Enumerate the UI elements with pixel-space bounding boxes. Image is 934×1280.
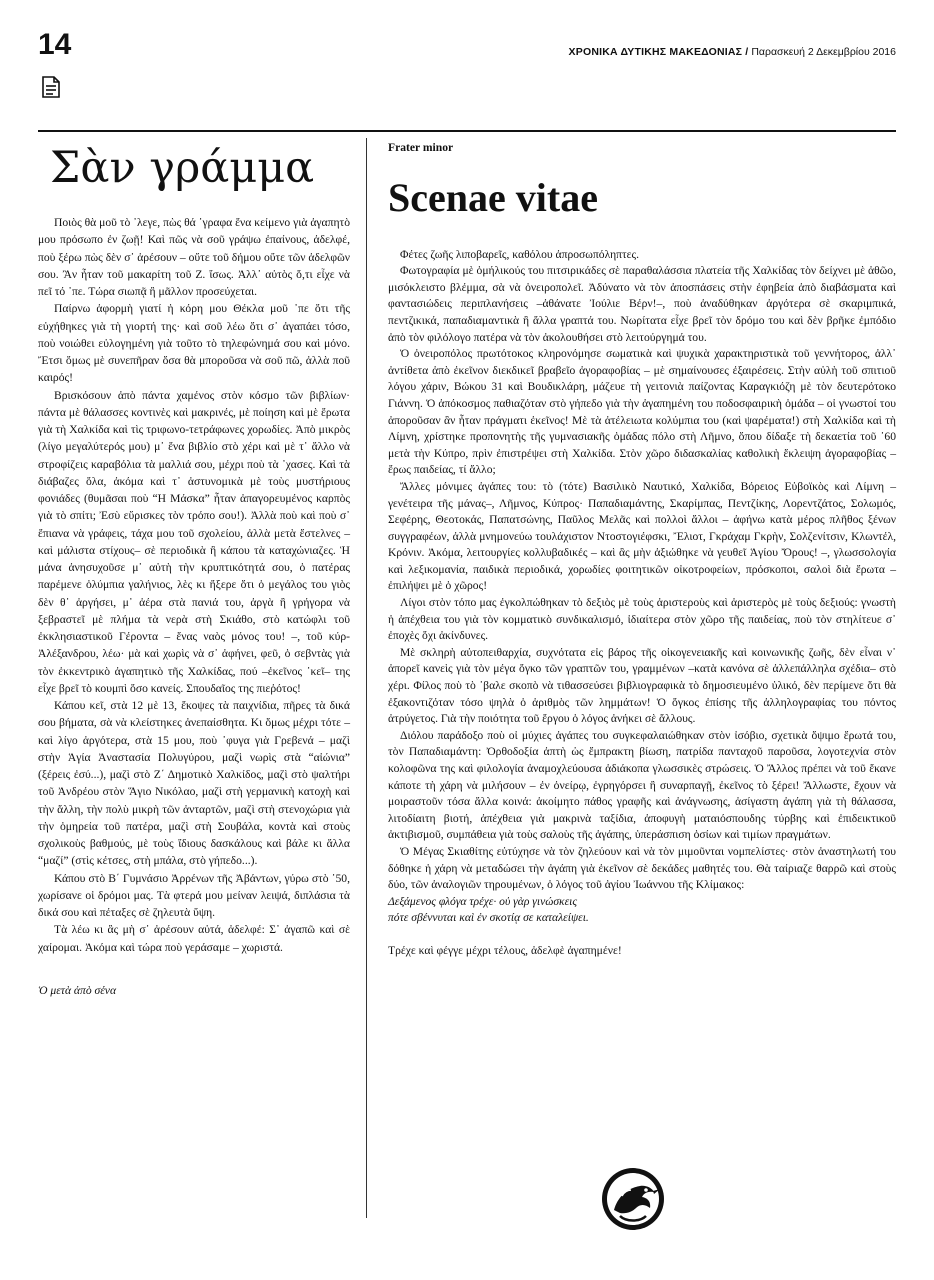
masthead [569,46,896,58]
left-paragraph: Κάπου κεῖ, στὰ 12 μὲ 13, ἔκοψες τὰ παιχνίδια, πῆρες τὰ δικά σου βήματα, σὰ νὰ κλείστηκες ἀνεπαίσθητα. Κι ὅμως μέχρι τότε – καὶ λίγο ἀργότερα, στὰ 15 μου, ποὺ ᾿φυγα γιὰ Γρεβενά – μαζὶ στὴν Ἁγία Ἀναστασία Πολυγύρου, μαζὶ νωρὶς στὰ “αἰώνια” (ξέρεις ἐσύ...), μαζὶ στὸ Ζ΄ Δημοτικὸ Χαλκίδος, μαζὶ στὸ ψαλτήρι τοῦ Ἀνδρέου στὸν Ἅγιο Νικόλαο, μαζὶ στὴ γερμανικὴ κατοχὴ καὶ τὴν ἄλλη, τὴν πολὺ μικρὴ τῶν ἀνταρτῶν, μαζὶ στὴ στενοχώρια γιὰ τὴν ὁμηρεία τοῦ πατέρα, μαζὶ στὴ Σουβάλα, κοντὰ καὶ στοὺς σχολικοὺς βαθμούς, μὲ τοὺς ἴδιους δασκάλους καὶ βάλε κι ἄλλα “μαζί” (στὶς κέτσες, στὴ μπάλα, στὸ γήπεδο...). [38,699,350,868]
closing-line: Τρέχε καὶ φέγγε μέχρι τέλους, ἀδελφὲ ἀγαπημένε! [388,943,622,957]
header-rule [38,130,896,132]
right-paragraph: Φωτογραφία μὲ ὁμήλικούς του πιτσιρικάδες σὲ παραθαλάσσια πλατεία τῆς Χαλκίδας τὸν δείχνει μὲ ἀθῶο, μισόκλειστο βλέμμα, σὰ νὰ ὀνειροπολεῖ. Ἀδύνατο νὰ τὸν ἀποσπάσεις στὴν ἐφηβεία ἀπὸ διαβάσματα καὶ φαντασιώδεις περιπλανήσεις –ἀθάνατε Ἰούλιε Βέρν!–, ποὺ ἀναδύθηκαν ἀργότερα σὲ σκαριμπικά, πεντζικικά, παπαδιαμαντικὰ ἢ ἄλλα γραπτά του. Νωρίτατα εἶχε βρεῖ τὸν δρόμο του καὶ δὲν βρῆκε ἐμπόδιο ἀπὸ τὸν φιλόλογο πατέρα νὰ τὸν ἀκολουθήσει στὸ λειτούργημά του. [388,264,896,344]
left-paragraph: Παίρνω ἀφορμὴ γιατί ἡ κόρη μου Θέκλα μοῦ ᾿πε ὅτι τῆς εὐχήθηκες γιὰ τὴ γιορτή της· καὶ σοῦ λέω ὅτι σ᾿ ἀγαπάει τόσο, ποὺ νοιώθει εὐλογημένη γιὰ τοῦτο τὸ τηλεφώνημά σου καὶ μόνο. Ἔτσι ὅμως μὲ συνεπῆραν ὅσα θὰ μποροῦσα νὰ σοῦ πῶ, ἀλλὰ ποῦ καιρός! [38,302,350,385]
left-signature: Ὁ μετὰ ἀπὸ σένα [38,983,117,997]
left-paragraph: Τὰ λέω κι ἂς μὴ σ᾿ ἀρέσουν αὐτά, ἀδελφέ: Σ᾿ ἀγαπῶ καὶ σὲ χαίρομαι. Ἀκόμα καὶ τώρα ποὺ γεράσαμε – χωριστά. [38,923,350,954]
left-paragraph: Κάπου στὸ Β΄ Γυμνάσιο Ἀρρένων τῆς Ἀβάντων, γύρω στὸ ᾿50, χωρίσανε οἱ δρόμοι μας. Τὰ φτερά μου μείναν λειψά, διπλάσια τὰ δικά σου καὶ πέταξες σὲ ζηλευτὰ ὕψη. [38,871,350,919]
right-paragraph: Φέτες ζωῆς λιποβαρεῖς, καθόλου ἀπροσωπόληπτες. [400,247,640,261]
article-kicker: Frater minor [388,141,454,154]
document-icon [40,76,62,98]
page-number: 14 [38,28,72,61]
bird-ornament-icon [600,1166,666,1232]
left-paragraph: Βρισκόσουν ἀπὸ πάντα χαμένος στὸν κόσμο τῶν βιβλίων· πάντα μὲ θάλασσες κοντινὲς καὶ μακρινές, μὲ ποίηση καὶ μὲ ἔρωτα γιὰ τὴ Χαλκίδα καὶ τὶς τριφωνο-τετράφωνες χορωδίες. Ἀπὸ μικρὸς (λίγο μεγαλύτερός μου) μ᾿ ἕνα βιβλίο στὸ χέρι καὶ μὲ τ᾿ ἄλλο νὰ στροφίζεις καραβόλια τὰ μαλλιά σου, μέχρι ποὺ τὰ ᾿χασες. Καὶ τὰ διάβαζες ὅλα, ἀκόμα καὶ τ᾿ ἀστυνομικὰ μὲ τοὺς μυστήριους φονιάδες (θυμᾶσαι ποὺ “Η Μάσκα” ἦταν ἀπαγορευμένος καρπὸς γιὰ τὸ σπίτι; Ἐσὺ εὕρισκες τὸν τρόπο σου!). Ἀλλὰ ποὺ καὶ ποὺ σ᾿ ἔπιανα νὰ γράφεις, τάχα μου τοῦ σχολείου, ἀλλὰ μετὰ ἔστελνες –καὶ μάλιστα στίχους– σὲ περιοδικὰ ἢ κάπου τὰ καταχώνιαζες. Ἡ μάνα ἀνησυχοῦσε μ᾿ αὐτὴ τὴν κρυπτικότητά σου, ὁ πατέρας παρέμενε ὀλύμπια γαλήνιος, λὲς κι ἤξερε ὅτι ὁ μεγάλος του γιὸς δὲν θ᾿ ἀργήσει, μ᾿ ἀέρα στὰ πανιά του, ἀργὰ ἢ γρήγορα νὰ ξεβραστεῖ μὲ πλήμα τὰ νερὰ στὴ Σκιάθο, στὸ κατώφλι τοῦ ἐκκλησιαστικοῦ Γέροντα – ἕνας ναὸς μόνος του! –, τοῦ κύρ-Ἀλέξανδρου, λέω· μὰ καὶ χωρὶς νὰ σ᾿ ἀφήνει, φεῦ, ὁ σεβντὰς γιὰ τὸν ἐκκεντρικὸ ἀγαπητικὸ τῆς Χαλκίδας, πού –ἐκεῖνος ᾿κεῖ– της εἶχε βρεῖ τὸ κουμπὶ ὅσο κανείς. Σπουδαῖος της πιεῤότος! [38,388,350,695]
issue-date: Παρασκευή 2 Δεκεμβρίου 2016 [751,46,896,58]
right-paragraph: Ὁ Μέγας Σκιαθίτης εὐτύχησε νὰ τὸν ζηλεύουν καὶ νὰ τὸν μιμοῦνται νομπελίστες· στὸν ἀναστηλωτή του δόθηκε ἡ χάρη νὰ μεταδώσει τὴν ἀγάπη γιὰ ἐκεῖνον σὲ δεκάδες μαθητές του. Θὰ ταίριαζε θαρρῶ καὶ στοὺς δύο, τῶν ἀναλογιῶν τηρουμένων, ὁ λόγος τοῦ ἁγίου Ἰωάννου τῆς Κλίμακος: [388,844,896,892]
left-article [38,138,350,999]
left-paragraph: Ποιὸς θὰ μοῦ τὸ ᾿λεγε, πὼς θά ᾿γραφα ἕνα κείμενο γιὰ ἀγαπητὸ μου πρόσωπο ἐν ζωῇ! Καὶ πῶς νὰ σοῦ γράψω ἐπαίνους, ἀδελφέ, ποὺ ξέρω πὼς δὲν σ᾿ ἀρέσουν – οὔτε τοῦ δήμου οὔτε τῶν ἀδελφῶν σου. Ἂν ἦταν τοῦ μακαρίτη τοῦ Ζ. ἴσως. Ἀλλ᾿ αὐτὸς ὅ,τι εἶχε νὰ πεῖ τό ᾿πε. Τώρα σιωπᾷ ἢ μᾶλλον προσεύχεται. [38,216,350,298]
column-divider [366,138,367,1218]
right-paragraph: Ὁ ὀνειροπόλος πρωτότοκος κληρονόμησε σωματικὰ καὶ ψυχικὰ χαρακτηριστικὰ τοῦ γεννήτορος, ἀλλ᾿ ἀντίθετα ἀπὸ ἐκεῖνον διεκδικεῖ βραβεῖο ἀγοραφοβίας – μὲ σημαίνουσες ἐξαιρέσεις. Στὴν αὐλὴ τοῦ σπιτιοῦ λόγου χάριν, Βώκου 31 καὶ Βουδικλάρη, μάζευε τὴ γειτονιὰ παίζοντας Καραγκιόζη μὲ τὸν δευτερότοκο Γιάννη. Ὁ ἀπόκοσμος παθιαζόταν στὸ γήπεδο γιὰ τὴν ἀγαπημένη του ποδοσφαιρικὴ ὁμάδα – οἱ γνωστοί του ἀποροῦσαν ἂν ἦταν πράγματι ἐκεῖνος! Μὲ τὰ ἀτέλειωτα κολύμπια του (καὶ ψαρέματα!) στὴ Χαλκίδα καὶ τὴ Λίμνη, χρίστηκε προπονητὴς τῆς γυμνασιακῆς ὁμάδας πόλο στὴ Λῆμνο, ὅπου δίδαξε τὴ δεκαετία τοῦ ᾿60 μετὰ τὴν Κύπρο, πρὶν ἐπιστρέψει στὴ Χαλκίδα. Στὸν χῶρο διδασκαλίας καθολικὴ ἔκλειψη ἀγοραφοβίας – ἔρως παιδείας, τί ἄλλο; [388,347,896,477]
right-paragraph: Ἄλλες μόνιμες ἀγάπες του: τὸ (τότε) Βασιλικὸ Ναυτικό, Χαλκίδα, Βόρειος Εὐβοϊκὸς καὶ Λίμνη –γενέτειρα τῆς μάνας–, Λῆμνος, Κύπρος· Παπαδιαμάντης, Σκαρίμπας, Πεντζίκης, Λορεντζάτος, Σολωμός, Σεφέρης, Θεοτοκάς, Παπατσώνης, Παῦλος Μελᾶς καὶ πολλοὶ ἄλλοι – ἀφήνω κατὰ μέρος πλῆθος ξένων συγγραφέων, ἀλλὰ μνημονεύω τουλάχιστον Ντοστογιέφσκι, Ἔλιοτ, Γκράχαμ Γκρὴν, Σολζενίτσιν, Κλωντέλ, Κρόνιν. Ἀκόμα, λειτουργίες κολλυβαδικές – καὶ ἂς μὴν ἀξιώθηκε νὰ γευθεῖ Ἁγίου Ὄρους! –, γλωσσολογία καὶ λεξικομανία, παιδικὰ περιοδικά, χορωδίες φοιτητικῶν οἰκοτροφείων, πρόσκοποι, σαλοὶ διὰ ἔρωτα – ἐπιλήψει μὲ ὁ χῶρος! [388,479,896,593]
right-paragraph: Μὲ σκληρὴ αὐτοπειθαρχία, συχνότατα εἰς βάρος τῆς οἰκογενειακῆς καὶ κοινωνικῆς ζωῆς, δὲν εἶναι ν᾿ ἀπορεῖ κανεὶς γιὰ τὸν μέγα ὄγκο τῶν γραπτῶν του, γραμμένων –κατὰ κανόνα σὲ ἀλλεπάλληλα σχέδια– στὸ χέρι. Φίλος ποὺ τὸ ᾿βαλε σκοπὸ νὰ τιθασσεύσει βιβλιογραφικὰ τὸ δημοσιευμένο ὑλικό, δὲν περίμενε ὅτι θὰ ἐξακοντιζόταν τόσο ψηλὰ ὁ ἀριθμὸς τῶν λημμάτων! Ὁ ὄγκος ἐπίσης τῆς ἀλληλογραφίας του πόντος ἀτρύγετος. Γιὰ τὴν ποιότητα τοῦ ἔργου ὁ λόγος ἀνήκει σὲ ἄλλους. [388,645,896,726]
right-article-title: Scenae vitae [388,174,598,220]
right-paragraph: Διόλου παράδοξο ποὺ οἱ μύχιες ἀγάπες του συγκεφαλαιώθηκαν στὸν ἰσόβιο, σχετικὰ ὄψιμο ἔρωτά του, τὸν Παπαδιαμάντη: Ὀρθοδοξία ἀπτὴ ὡς ἔμπρακτη βίωση, πατρίδα πανταχοῦ παροῦσα, λογοτεχνία στὸν κολοφῶνα της καὶ φιλολογία ἀναμοχλεύουσα ἀδιάκοπα γλωσσικὲς στρώσεις. Ὁ Ἄλλος πρέπει νὰ τοῦ ἔκανε κάποτε τὴ χάρη νὰ μιλήσουν – ἐν ὀνείρῳ, ἐγρηγόρσει ἢ συναρπαγῇ, ἐκεῖνος τὸ ξέρει! Ἄλλωστε, ἔχουν νὰ μοιραστοῦν τόσα ἄλλα κοινά: ἀκοίμητο πάθος γραφῆς καὶ ἀνάγνωσης, ἀσίγαστη ἀγάπη γιὰ τὴ θάλασσα, λιτοδίαιτη βιοτή, ἀπέχθεια γιὰ μακρινὰ ταξίδια, ἀποφυγὴ ματαιόσπουδης τύρβης καὶ ἐπιδεικτικοῦ ἀκτιβισμοῦ, συμπάθεια γιὰ τοὺς σαλοὺς τῆς ἀγάπης, ὑπεράσπιση ὁσίων καὶ τιμίων πραγμάτων. [388,728,896,842]
left-article-title: Σὰν γράμμα [50,143,315,193]
paper-name: ΧΡΟΝΙΚΑ ΔΥΤΙΚΗΣ ΜΑΚΕΔΟΝΙΑΣ / [568,46,749,58]
poem-line: Δεξάμενος φλόγα τρέχε· οὐ γὰρ γινώσκεις [388,894,578,908]
right-paragraph: Λίγοι στὸν τόπο μας ἐγκολπώθηκαν τὸ δεξιὸς μὲ τοὺς ἀριστεροὺς καὶ ἀριστερὸς μὲ τοὺς δεξιούς: γνωστὴ ἡ ἀπέχθεια του γιὰ τὸν κομματικὸ συνδικαλισμό, ἰδιαίτερα στὸν χῶρο τῆς παιδείας, ποὺ τὸν στηλίτευε σ᾿ ἐποχὲς ὄχι ἀκίνδυνες. [388,596,896,643]
right-article [388,140,896,960]
poem-line: πότε σβέννυται καὶ ἐν σκοτίᾳ σε καταλείψει. [388,911,589,925]
